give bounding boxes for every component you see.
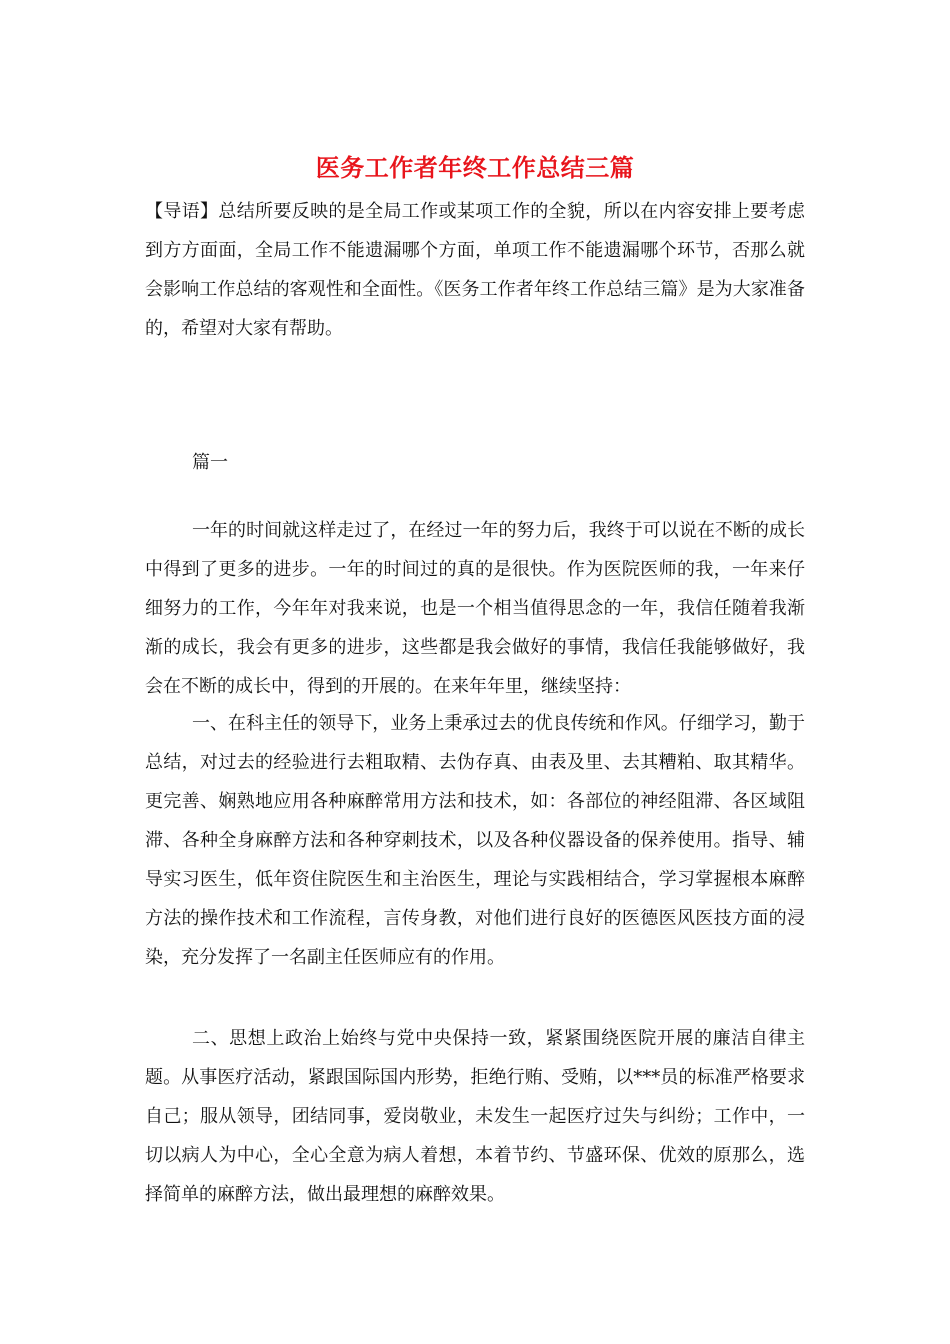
body-paragraph-1: 一年的时间就这样走过了，在经过一年的努力后，我终于可以说在不断的成长中得到了更多的进步。一年的时间过的真的是很快。作为医院医师的我，一年来仔细努力的工作，今年年对我来说，也是一个相当值得思念的一年，我信任随着我渐渐的成长，我会有更多的进步，这些都是我会做好的事情，我信任我能够做好，我会在不断的成长中，得到的开展的。在来年年里，继续坚持： — [145, 520, 805, 697]
intro-paragraph: 【导语】总结所要反映的是全局工作或某项工作的全貌，所以在内容安排上要考虑到方方面面，全局工作不能遗漏哪个方面，单项工作不能遗漏哪个环节，否那么就会影响工作总结的客观性和全面性。《医务工作者年终工作总结三篇》是为大家准备的，希望对大家有帮助。 — [145, 201, 805, 339]
body-paragraph-3: 二、思想上政治上始终与党中央保持一致，紧紧围绕医院开展的廉洁自律主题。从事医疗活动，紧跟国际国内形势，拒绝行贿、受贿，以***员的标准严格要求自己；服从领导，团结同事，爱岗敬业，未发生一起医疗过失与纠纷；工作中，一切以病人为中心，全心全意为病人着想，本着节约、节盛环保、优效的原那么，选择简单的麻醉方法，做出最理想的麻醉效果。 — [145, 1028, 805, 1205]
document-title: 医务工作者年终工作总结三篇 — [315, 153, 635, 182]
body-paragraph-2: 一、在科主任的领导下，业务上秉承过去的优良传统和作风。仔细学习，勤于总结，对过去的经验进行去粗取精、去伪存真、由表及里、去其糟粕、取其精华。更完善、娴熟地应用各种麻醉常用方法和技术，如：各部位的神经阻滞、各区域阻滞、各种全身麻醉方法和各种穿刺技术，以及各种仪器设备的保养使用。指导、辅导实习医生，低年资住院医生和主治医生，理论与实践相结合，学习掌握根本麻醉方法的操作技术和工作流程，言传身教，对他们进行良好的医德医风医技方面的浸染，充分发挥了一名副主任医师应有的作用。 — [145, 713, 805, 968]
section-heading: 篇一 — [192, 452, 228, 473]
